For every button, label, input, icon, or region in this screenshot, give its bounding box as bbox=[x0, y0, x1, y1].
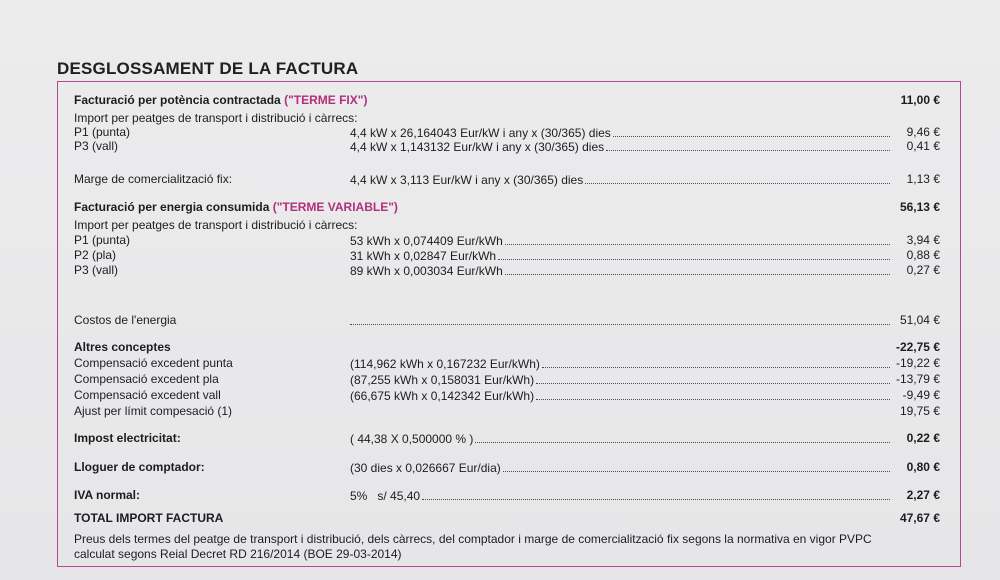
line-label: IVA normal: bbox=[74, 488, 141, 502]
line-detail: (66,675 kWh x 0,142342 Eur/kWh) bbox=[350, 389, 535, 403]
line-label: P3 (vall) bbox=[74, 139, 119, 153]
altres-line-punta bbox=[58, 355, 960, 371]
line-detail: (87,255 kWh x 0,158031 Eur/kWh) bbox=[350, 373, 535, 387]
terme-fix-amount: 11,00 € bbox=[900, 93, 940, 107]
peatges-label: Import per peatges de transport i distribució i càrrecs: bbox=[74, 218, 358, 232]
line-label: Compensació excedent pla bbox=[74, 372, 219, 386]
lloguer-comptador bbox=[58, 459, 960, 475]
terme-fix-heading: Facturació per potència contractada ("TERME FIX") bbox=[74, 93, 368, 107]
total-import bbox=[58, 510, 960, 526]
line-amount: 0,80 € bbox=[906, 460, 940, 474]
line-amount: 1,13 € bbox=[906, 172, 940, 186]
line-detail: 4,4 kW x 26,164043 Eur/kW i any x (30/365) dies bbox=[350, 126, 611, 140]
altres-heading: Altres conceptes bbox=[74, 340, 171, 354]
dot-leader bbox=[350, 312, 890, 325]
line-detail: (114,962 kWh x 0,167232 Eur/kWh) bbox=[350, 357, 540, 371]
total-amount: 47,67 € bbox=[899, 511, 940, 525]
line-label: P1 (punta) bbox=[74, 233, 131, 247]
terme-variable-line-p3 bbox=[58, 262, 960, 278]
line-label: Ajust per límit compesació (1) bbox=[74, 404, 233, 418]
dot-leader bbox=[536, 387, 890, 400]
terme-variable-heading: Facturació per energia consumida ("TERME VARIABLE") bbox=[74, 200, 398, 214]
line-detail: ( 44,38 X 0,500000 % ) bbox=[350, 432, 474, 446]
line-label: Lloguer de comptador: bbox=[74, 460, 205, 474]
dot-leader bbox=[542, 355, 890, 368]
terme-fix-tag: ("TERME FIX") bbox=[284, 93, 368, 107]
line-amount: -13,79 € bbox=[895, 372, 940, 386]
dot-leader bbox=[536, 371, 890, 384]
line-amount: -19,22 € bbox=[895, 356, 940, 370]
dot-leader bbox=[503, 459, 890, 472]
line-detail: 89 kWh x 0,003034 Eur/kWh bbox=[350, 264, 503, 278]
line-amount: 0,88 € bbox=[906, 248, 940, 262]
line-amount: 51,04 € bbox=[899, 313, 940, 327]
dot-leader bbox=[505, 262, 890, 275]
terme-variable-peatges bbox=[58, 217, 960, 233]
line-detail: 31 kWh x 0,02847 Eur/kWh bbox=[350, 249, 497, 263]
altres-header bbox=[58, 339, 960, 355]
line-label: Impost electricitat: bbox=[74, 431, 181, 445]
invoice-breakdown-box bbox=[57, 81, 961, 567]
line-detail: 4,4 kW x 1,143132 Eur/kW i any x (30/365) dies bbox=[350, 140, 605, 154]
line-label: Compensació excedent vall bbox=[74, 388, 221, 402]
line-detail: 4,4 kW x 3,113 Eur/kW i any x (30/365) dies bbox=[350, 173, 584, 187]
line-label: P3 (vall) bbox=[74, 263, 119, 277]
line-amount: 0,41 € bbox=[906, 139, 940, 153]
line-label: Compensació excedent punta bbox=[74, 356, 233, 370]
terme-variable-line-p1 bbox=[58, 232, 960, 248]
line-amount: -9,49 € bbox=[902, 388, 940, 402]
terme-variable-line-p2 bbox=[58, 247, 960, 263]
line-label: P1 (punta) bbox=[74, 125, 131, 139]
line-label: Costos de l'energia bbox=[74, 313, 177, 327]
line-detail: (30 dies x 0,026667 Eur/dia) bbox=[350, 461, 501, 475]
line-amount: 2,27 € bbox=[906, 488, 940, 502]
dot-leader bbox=[613, 124, 890, 137]
dot-leader bbox=[422, 487, 890, 500]
line-label: P2 (pla) bbox=[74, 248, 117, 262]
line-amount: 9,46 € bbox=[906, 125, 940, 139]
peatges-label: Import per peatges de transport i distribució i càrrecs: bbox=[74, 111, 358, 125]
total-label: TOTAL IMPORT FACTURA bbox=[74, 511, 224, 525]
costos-energia bbox=[58, 312, 960, 328]
line-detail: 5% s/ 45,40 bbox=[350, 489, 421, 503]
line-amount: 3,94 € bbox=[906, 233, 940, 247]
page-title: DESGLOSSAMENT DE LA FACTURA bbox=[57, 59, 359, 78]
dot-leader bbox=[475, 430, 890, 443]
line-amount: 0,22 € bbox=[906, 431, 940, 445]
altres-line-vall bbox=[58, 387, 960, 403]
dot-leader bbox=[505, 232, 890, 245]
terme-variable-tag: ("TERME VARIABLE") bbox=[272, 200, 398, 214]
altres-line-ajust bbox=[58, 403, 960, 419]
dot-leader bbox=[498, 247, 890, 260]
terme-variable-header bbox=[58, 199, 960, 215]
dot-leader bbox=[606, 138, 890, 151]
altres-line-pla bbox=[58, 371, 960, 387]
line-label: Marge de comercialització fix: bbox=[74, 172, 233, 186]
line-amount: 0,27 € bbox=[906, 263, 940, 277]
impost-electricitat bbox=[58, 430, 960, 446]
altres-amount: -22,75 € bbox=[895, 340, 940, 354]
marge-comercialitzacio bbox=[58, 171, 960, 187]
dot-leader bbox=[585, 171, 890, 184]
footnote: Preus dels termes del peatge de transport i distribució, dels càrrecs, del comptador i marge de comercialització fix segons la normativa en vigor PVPC calculat segons Reial Decret RD 216/2014 (BOE 29-03-2014) bbox=[74, 532, 872, 561]
iva-normal bbox=[58, 487, 960, 503]
line-detail: 53 kWh x 0,074409 Eur/kWh bbox=[350, 234, 503, 248]
terme-fix-header bbox=[58, 92, 960, 108]
line-amount: 19,75 € bbox=[899, 404, 940, 418]
terme-variable-amount: 56,13 € bbox=[899, 200, 940, 214]
terme-fix-line-p3 bbox=[58, 138, 960, 154]
